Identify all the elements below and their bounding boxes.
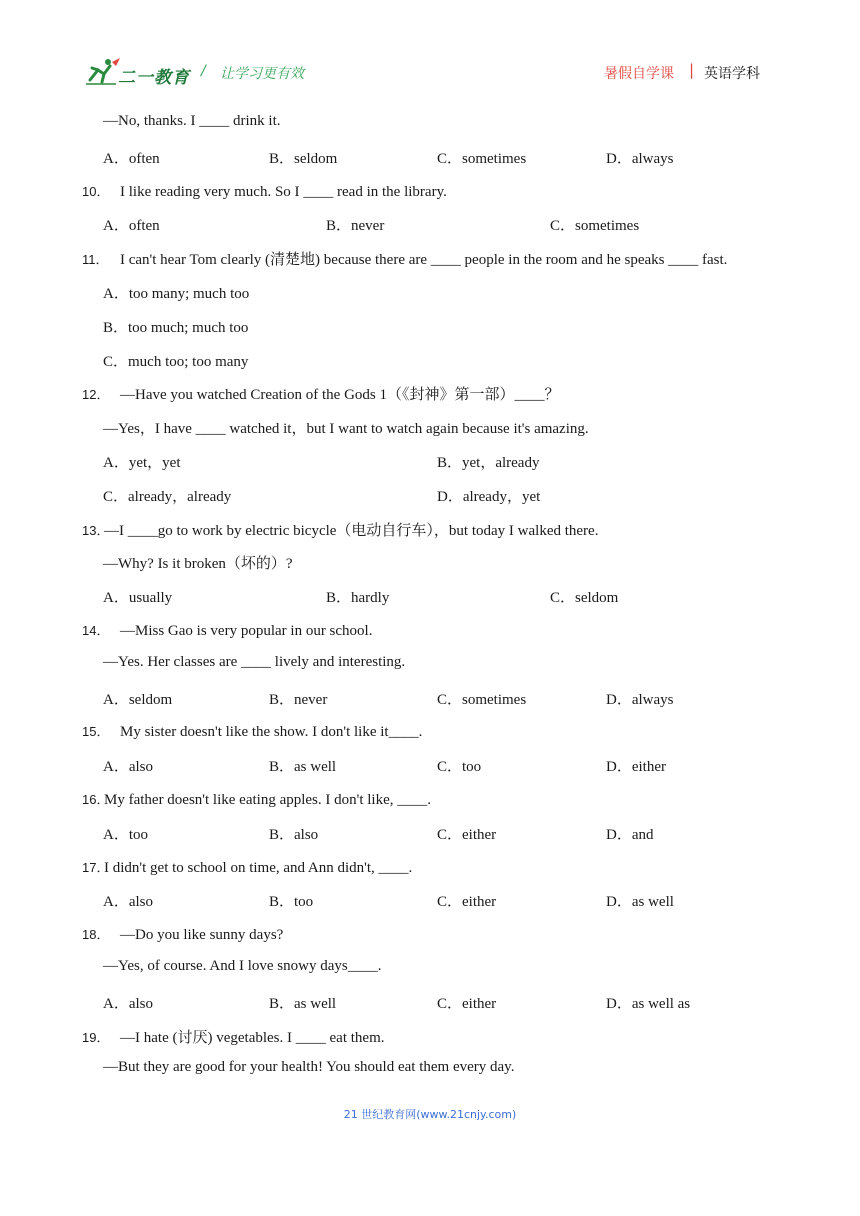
question-number: 14．: [82, 623, 110, 638]
question-number: 11．: [82, 252, 109, 268]
question-line: [82, 1026, 385, 1047]
question-line: [82, 924, 283, 944]
question-text: —Do you like sunny days?: [120, 927, 284, 944]
question-line: [82, 620, 372, 640]
logo-text: 二一教育: [118, 68, 190, 88]
option-b: B．hardly: [326, 590, 390, 607]
option-b: B．as well: [269, 759, 337, 776]
header-separator: |: [689, 61, 695, 79]
question-number: 18．: [82, 927, 110, 943]
option-a: A．yet，yet: [103, 455, 181, 471]
option-b: B．never: [326, 218, 385, 235]
option-c: C．seldom: [550, 590, 619, 607]
question-text: My father doesn't like eating apples. I don't like, ____.: [104, 792, 431, 808]
option-d: D．always: [606, 150, 674, 167]
option-c: C．sometimes: [437, 150, 527, 167]
question-line: [82, 181, 447, 201]
option-a: A．often: [103, 150, 160, 167]
option-a: A．usually: [103, 590, 173, 607]
option-a: A．also: [103, 759, 153, 776]
dialogue-line: —Why? Is it broken（坏的）?: [103, 556, 293, 573]
subject-label: 英语学科: [704, 66, 760, 82]
option-a: A．seldom: [103, 691, 173, 708]
question-text: My sister doesn't like the show. I don't like it____.: [120, 724, 423, 741]
dialogue-line: —Yes. Her classes are ____ lively and interesting.: [103, 653, 406, 670]
question-number: 10．: [82, 183, 110, 199]
option-b: B．yet，already: [437, 455, 540, 471]
option-c: C．either: [437, 995, 497, 1012]
question-line: [82, 789, 431, 809]
dialogue-line: —But they are good for your health! You should eat them every day.: [103, 1059, 515, 1076]
dialogue-line: —No, thanks. I ____ drink it.: [103, 113, 281, 129]
option-c: C．already，already: [103, 488, 232, 505]
option-d: D．and: [606, 826, 654, 843]
option-a: A．too: [103, 826, 149, 843]
slogan: 让学习更有效: [220, 66, 304, 82]
question-line: [82, 857, 412, 877]
page-footer: 21 世纪教育网(www.21cnjy.com): [343, 1108, 517, 1121]
question-line: [82, 383, 560, 404]
question-text: I didn't get to school on time, and Ann didn't, ____.: [104, 859, 413, 876]
option-d: D．always: [606, 691, 674, 708]
option-c: C．sometimes: [550, 218, 640, 235]
option-c: C．either: [437, 894, 497, 911]
option-a: A．also: [103, 894, 153, 911]
option-b: B．also: [269, 826, 319, 843]
dialogue-line: —Yes，I have ____ watched it，but I want to watch again because it's amazing.: [103, 421, 589, 438]
question-line: [82, 721, 422, 741]
question-text: —Miss Gao is very popular in our school.: [120, 623, 373, 639]
option-d: D．either: [606, 759, 666, 776]
question-text: I can't hear Tom clearly (清楚地) because there are ____ people in the room and he speaks ____ fast.: [120, 252, 728, 269]
option-c: C．too: [437, 759, 482, 776]
question-number: 13．: [82, 522, 110, 538]
dialogue-line: —Yes, of course. And I love snowy days____.: [103, 958, 382, 974]
option-b: B．too: [269, 894, 314, 911]
question-text: I like reading very much. So I ____ read in the library.: [120, 183, 447, 200]
question-line: [82, 519, 598, 540]
option-c: C．much too; too many: [103, 353, 249, 370]
option-b: B．too much; much too: [103, 319, 249, 336]
question-text: —I ____go to work by electric bicycle（电动自行车），but today I walked there.: [104, 522, 599, 539]
option-c: C．sometimes: [437, 691, 527, 708]
question-number: 19．: [82, 1029, 110, 1045]
question-number: 12．: [82, 387, 110, 403]
question-number: 15．: [82, 724, 110, 740]
option-b: B．seldom: [269, 150, 338, 167]
page-header: [0, 0, 860, 95]
option-b: B．never: [269, 691, 328, 708]
slogan-slash: /: [201, 63, 206, 79]
option-d: D．as well: [606, 894, 674, 911]
option-a: A．also: [103, 995, 153, 1012]
option-a: A．often: [103, 218, 160, 235]
question-number: 16．: [82, 792, 110, 807]
course-label: 暑假自学课: [604, 66, 674, 82]
question-number: 17．: [82, 859, 110, 875]
option-d: D．as well as: [606, 995, 691, 1012]
option-b: B．as well: [269, 995, 337, 1012]
option-c: C．either: [437, 826, 497, 843]
question-text: —Have you watched Creation of the Gods 1（《封神》第一部）____？: [120, 387, 560, 404]
question-line: [82, 248, 727, 269]
question-text: —I hate (讨厌) vegetables. I ____ eat them.: [120, 1029, 385, 1046]
option-a: A．too many; much too: [103, 286, 250, 302]
option-d: D．already，yet: [437, 488, 541, 505]
